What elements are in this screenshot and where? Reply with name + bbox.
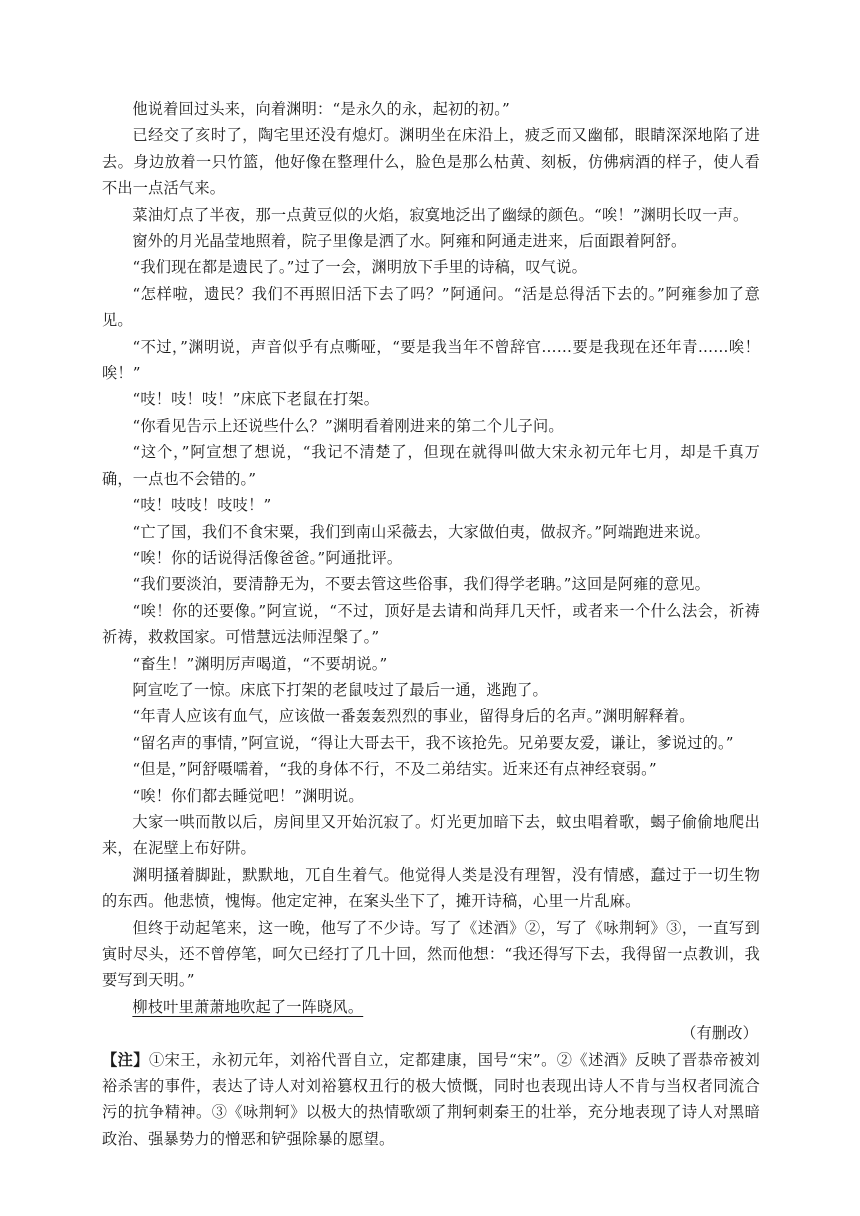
footnote-text: ①宋王，永初元年，刘裕代晋自立，定都建康，国号“宋”。②《述酒》反映了晋恭帝被刘裕杀害的事件，表达了诗人对刘裕篡权丑行的极大愤慨，同时也表现出诗人不肯与当权者同流合污的抗争精神。③《咏荆轲》以极大的热情歌颂了荆轲刺秦王的壮举，充分地表现了诗人对黑暗政治、强暴势力的憎恶和铲强除暴的愿望。 [102,1050,760,1148]
footnote [102,1047,760,1153]
final-line [102,994,760,1020]
paragraph: “你看见告示上还说些什么？”渊明看着刚进来的第二个儿子问。 [132,416,564,435]
paragraph: “唉！你的还要像。”阿宣说，“不过，顶好是去请和尚拜几天忏，或者来一个什么法会，祈祷祈祷，救救国家。可惜慧远法师涅槃了。” [102,601,760,647]
paragraph: “年青人应该有血气，应该做一番轰轰烈烈的事业，留得身后的名声。”渊明解释着。 [132,707,695,726]
underlined-sentence: 柳枝叶里萧萧地吹起了一阵晓风。 [132,997,364,1016]
paragraph: 他说着回过头来，向着渊明：“是永久的永，起初的初。” [132,100,511,118]
paragraph: “留名声的事情，”阿宣说，“得让大哥去干，我不该抢先。兄弟要友爱，谦让，爹说过的。” [132,733,734,752]
paragraph: “吱！吱！吱！”床底下老鼠在打架。 [132,390,380,409]
paragraph: “亡了国，我们不食宋粟，我们到南山采薇去，大家做伯夷，做叔齐。”阿端跑进来说。 [132,522,711,541]
paragraph: 已经交了亥时了，陶宅里还没有熄灯。渊明坐在床沿上，疲乏而又幽郁，眼睛深深地陷了进去。身边放着一只竹篮，他好像在整理什么，脸色是那么枯黄、刻板，仿佛病酒的样子，使人看不出一点活气来。 [102,126,760,198]
paragraph: “吱！吱吱！吱吱！” [132,496,272,515]
story-body [102,96,760,994]
paragraph: “怎样啦，遗民？我们不再照旧活下去了吗？”阿通问。“活是总得活下去的。”阿雍参加了意见。 [102,284,760,330]
paragraph: “但是，”阿舒嗫嚅着，“我的身体不行，不及二弟结实。近来还有点神经衰弱。” [132,760,657,779]
paragraph: “我们现在都是遗民了。”过了一会，渊明放下手里的诗稿，叹气说。 [132,258,587,277]
paragraph: “畜生！”渊明厉声喝道，“不要胡说。” [132,654,388,673]
paragraph: “这个，”阿宣想了想说，“我记不清楚了，但现在就得叫做大宋永初元年七月，却是千真万确，一点也不会错的。” [102,443,760,488]
paragraph: 大家一哄而散以后，房间里又开始沉寂了。灯光更加暗下去，蚊虫唱着歌，蝎子偷偷地爬出来，在泥壁上布好阱。 [102,812,760,858]
paragraph: 阿宣吃了一惊。床底下打架的老鼠吱过了最后一通，逃跑了。 [132,680,548,699]
paragraph: “不过，”渊明说，声音似乎有点嘶哑，“要是我当年不曾辞官……要是我现在还年青……唉！唉！” [102,337,760,383]
paragraph: “唉！你的话说得活像爸爸。”阿通批评。 [132,548,403,567]
source-note: （有删改） [681,1024,758,1043]
paragraph: “唉！你们都去睡觉吧！”渊明说。 [132,786,364,805]
paragraph: 窗外的月光晶莹地照着，院子里像是洒了水。阿雍和阿通走进来，后面跟着阿舒。 [132,232,687,251]
paragraph: 但终于动起笔来，这一晚，他写了不少诗。写了《述酒》②，写了《咏荆轲》③，一直写到寅时尽头，还不曾停笔，呵欠已经打了几十回，然而他想：“我还得写下去，我得留一点教训，我要写到天明。” [102,918,760,990]
paragraph: “我们要淡泊，要清静无为，不要去管这些俗事，我们得学老聃。”这回是阿雍的意见。 [132,575,711,594]
footnote-label: 【注】 [102,1050,149,1069]
paragraph: 渊明搔着脚趾，默默地，兀自生着气。他觉得人类是没有理智，没有情感，蠢过于一切生物的东西。他悲愤，愧悔。他定定神，在案头坐下了，摊开诗稿，心里一片乱麻。 [102,865,760,911]
paragraph: 菜油灯点了半夜，那一点黄豆似的火焰，寂寞地泛出了幽绿的颜色。“唉！”渊明长叹一声。 [132,205,749,224]
